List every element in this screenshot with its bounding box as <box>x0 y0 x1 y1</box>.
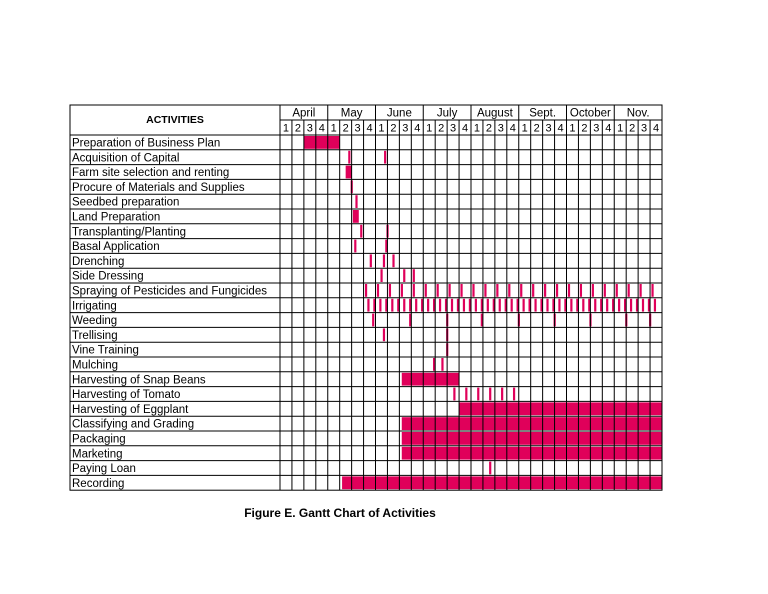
activity-label-6: Transplanting/Planting <box>72 226 187 239</box>
figure-caption: Figure E. Gantt Chart of Activities <box>244 506 436 520</box>
activity-label-8: Drenching <box>72 255 125 268</box>
activity-tick-11-30 <box>546 299 548 312</box>
activity-tick-10-23 <box>640 284 642 297</box>
week-label-26: 3 <box>593 122 600 135</box>
month-label-5: Sept. <box>529 107 557 120</box>
week-label-15: 4 <box>461 122 469 135</box>
activity-tick-10-5 <box>425 284 427 297</box>
week-label-7: 4 <box>366 122 373 135</box>
activity-label-11: Irrigating <box>72 300 117 313</box>
activity-tick-11-22 <box>499 299 501 312</box>
activity-tick-11-6 <box>403 299 405 312</box>
week-label-17: 2 <box>485 122 492 135</box>
activity-tick-4-0 <box>355 195 357 208</box>
activity-tick-10-10 <box>484 284 486 297</box>
activity-tick-10-7 <box>449 284 451 297</box>
week-label-14: 3 <box>450 122 457 135</box>
activity-label-0: Preparation of Business Plan <box>72 137 221 150</box>
week-label-30: 3 <box>641 122 648 135</box>
month-label-4: August <box>476 107 513 120</box>
week-label-12: 1 <box>426 122 433 135</box>
activity-label-7: Basal Application <box>72 241 160 254</box>
activity-tick-10-0 <box>365 284 367 297</box>
activity-tick-17-5 <box>513 388 515 401</box>
activity-tick-10-8 <box>460 284 462 297</box>
activity-label-4: Seedbed preparation <box>72 196 180 209</box>
activity-tick-11-40 <box>606 299 608 312</box>
week-label-13: 2 <box>438 122 445 135</box>
activity-label-5: Land Preparation <box>72 211 161 224</box>
activity-label-18: Harvesting of Eggplant <box>72 403 189 416</box>
week-label-2: 3 <box>306 122 313 135</box>
month-label-6: October <box>569 107 611 120</box>
week-label-8: 1 <box>378 122 385 135</box>
activity-tick-10-17 <box>568 284 570 297</box>
week-label-29: 2 <box>629 122 636 135</box>
activity-tick-11-42 <box>618 299 620 312</box>
activity-tick-11-4 <box>391 299 393 312</box>
activity-tick-9-0 <box>380 269 382 282</box>
activity-tick-1-0 <box>348 151 350 164</box>
activity-tick-17-4 <box>501 388 503 401</box>
activity-tick-10-9 <box>472 284 474 297</box>
activity-bar-21 <box>402 447 662 460</box>
activity-label-3: Procure of Materials and Supplies <box>72 181 245 194</box>
activity-tick-17-1 <box>465 388 467 401</box>
activity-tick-10-13 <box>520 284 522 297</box>
week-label-6: 3 <box>354 122 361 135</box>
activity-tick-11-14 <box>451 299 453 312</box>
month-label-1: May <box>340 107 363 120</box>
activity-tick-1-1 <box>384 151 386 164</box>
activity-tick-6-0 <box>360 225 362 238</box>
month-label-7: Nov. <box>626 107 650 120</box>
activity-tick-10-19 <box>592 284 594 297</box>
activity-tick-10-16 <box>556 284 558 297</box>
activity-tick-11-36 <box>582 299 584 312</box>
month-label-0: April <box>292 107 316 120</box>
activity-tick-11-16 <box>463 299 465 312</box>
activity-tick-10-21 <box>616 284 618 297</box>
activity-tick-9-2 <box>413 269 415 282</box>
week-label-0: 1 <box>282 122 290 135</box>
activity-tick-9-1 <box>403 269 405 282</box>
activity-label-21: Marketing <box>72 448 123 461</box>
week-label-18: 3 <box>497 122 504 135</box>
activity-tick-11-48 <box>654 299 656 312</box>
activity-tick-11-10 <box>427 299 429 312</box>
activity-tick-11-44 <box>630 299 632 312</box>
week-label-11: 4 <box>414 122 421 135</box>
activity-tick-10-2 <box>389 284 391 297</box>
week-label-19: 4 <box>509 122 516 135</box>
activity-bar-0 <box>304 136 340 149</box>
activity-label-15: Mulching <box>72 359 119 372</box>
activity-tick-11-24 <box>511 299 513 312</box>
activity-bar-5 <box>353 210 359 223</box>
week-label-31: 4 <box>652 122 660 135</box>
activity-tick-17-2 <box>477 388 479 401</box>
week-label-10: 3 <box>402 122 409 135</box>
week-label-24: 1 <box>569 122 576 135</box>
activity-label-10: Spraying of Pesticides and Fungicides <box>72 285 267 298</box>
week-label-3: 4 <box>318 122 325 135</box>
activity-tick-12-0 <box>372 314 374 327</box>
activity-tick-8-0 <box>370 254 372 267</box>
activity-label-20: Packaging <box>72 433 126 446</box>
activity-tick-10-12 <box>508 284 510 297</box>
activity-bar-19 <box>402 417 662 430</box>
activity-tick-11-2 <box>379 299 381 312</box>
activity-tick-11-0 <box>367 299 369 312</box>
activity-bar-2 <box>346 166 352 179</box>
activity-label-14: Vine Training <box>72 344 139 357</box>
activity-tick-11-18 <box>475 299 477 312</box>
activity-label-16: Harvesting of Snap Beans <box>72 374 206 387</box>
activity-label-12: Weeding <box>72 315 118 328</box>
activity-tick-10-24 <box>651 284 653 297</box>
activity-tick-10-6 <box>437 284 439 297</box>
activity-tick-11-8 <box>415 299 417 312</box>
activity-tick-11-20 <box>487 299 489 312</box>
activity-tick-17-3 <box>489 388 491 401</box>
activity-tick-17-0 <box>453 388 455 401</box>
activity-tick-10-4 <box>413 284 415 297</box>
activity-tick-8-2 <box>392 254 394 267</box>
activity-tick-11-34 <box>570 299 572 312</box>
activity-bar-20 <box>402 432 662 445</box>
activity-tick-10-3 <box>401 284 403 297</box>
activity-tick-10-22 <box>628 284 630 297</box>
week-label-5: 2 <box>342 122 349 135</box>
activity-tick-11-32 <box>558 299 560 312</box>
activity-tick-10-15 <box>544 284 546 297</box>
activity-tick-10-20 <box>604 284 606 297</box>
activity-tick-10-18 <box>580 284 582 297</box>
activity-tick-10-14 <box>532 284 534 297</box>
activity-label-22: Paying Loan <box>72 463 136 476</box>
activity-tick-10-1 <box>377 284 379 297</box>
activity-label-2: Farm site selection and renting <box>72 167 230 180</box>
activity-label-19: Classifying and Grading <box>72 418 195 431</box>
activities-header: ACTIVITIES <box>146 114 204 126</box>
activity-tick-11-38 <box>594 299 596 312</box>
activity-tick-11-28 <box>534 299 536 312</box>
activity-tick-22-0 <box>489 462 491 475</box>
activity-tick-15-1 <box>441 358 443 371</box>
month-label-3: July <box>436 107 458 120</box>
activity-label-1: Acquisition of Capital <box>72 152 180 165</box>
activity-label-13: Trellising <box>72 329 118 342</box>
week-label-23: 4 <box>557 122 564 135</box>
activity-tick-10-11 <box>496 284 498 297</box>
week-label-9: 2 <box>390 122 397 135</box>
activity-tick-13-0 <box>383 328 385 341</box>
activity-tick-7-0 <box>354 240 356 253</box>
activity-tick-11-46 <box>642 299 644 312</box>
week-label-21: 2 <box>533 122 540 135</box>
week-label-4: 1 <box>330 122 337 135</box>
month-label-2: June <box>386 107 412 120</box>
activity-label-23: Recording <box>72 477 125 490</box>
week-label-27: 4 <box>605 122 612 135</box>
activity-tick-8-1 <box>383 254 385 267</box>
activity-label-17: Harvesting of Tomato <box>72 389 181 402</box>
activity-bar-18 <box>459 402 662 415</box>
week-label-20: 1 <box>521 122 528 135</box>
week-label-16: 1 <box>473 122 481 135</box>
activity-label-9: Side Dressing <box>72 270 144 283</box>
activity-bar-16 <box>402 373 459 386</box>
week-label-22: 3 <box>545 122 552 135</box>
week-label-1: 2 <box>294 122 301 135</box>
activity-tick-11-12 <box>439 299 441 312</box>
activity-tick-11-26 <box>523 299 525 312</box>
week-label-25: 2 <box>581 122 588 135</box>
week-label-28: 1 <box>617 122 624 135</box>
